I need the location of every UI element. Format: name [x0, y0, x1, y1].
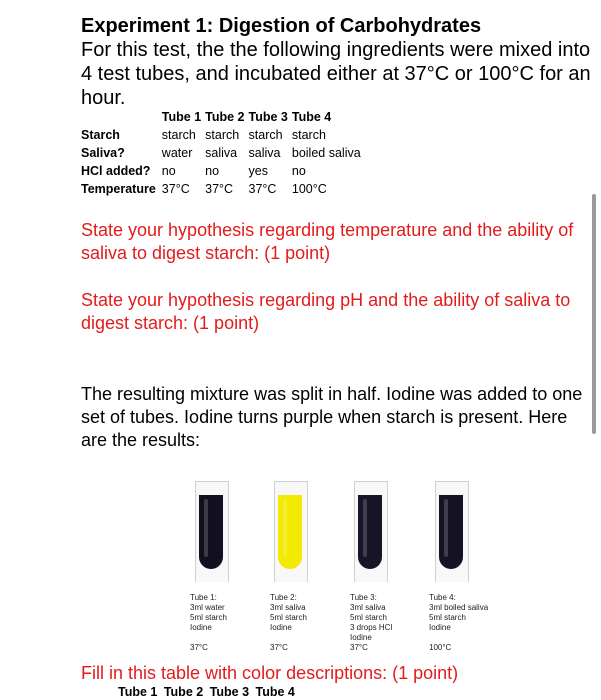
- tube-highlight: [283, 499, 287, 557]
- setup-table-row: [79, 162, 363, 180]
- caption-line: 5ml starch: [190, 613, 227, 622]
- setup-cell: starch: [205, 128, 240, 142]
- caption-line: 3ml saliva: [350, 603, 386, 612]
- caption-line: Iodine: [429, 623, 451, 632]
- setup-cell: starch: [291, 128, 326, 142]
- setup-table-row: [79, 144, 363, 162]
- tube-1-caption: [190, 593, 227, 633]
- setup-table-header-row: [79, 108, 363, 126]
- test-tube-4-image: [427, 479, 475, 589]
- fill-table-header-row: [118, 685, 298, 699]
- setup-row-label: Temperature: [81, 182, 156, 196]
- setup-cell: saliva: [205, 146, 238, 160]
- tube-highlight: [444, 499, 448, 557]
- test-tube-1-image: [187, 479, 235, 589]
- setup-cell: 100°C: [291, 182, 327, 196]
- results-paragraph: The resulting mixture was split in half. Iodine was added to one set of tubes. Iodine turns purple when starch is present. Here are the results:: [81, 384, 583, 450]
- setup-cell: 37°C: [205, 182, 234, 196]
- setup-cell: no: [291, 164, 306, 178]
- caption-line: Iodine: [270, 623, 292, 632]
- tube-liquid: [358, 495, 382, 569]
- fill-table-header: Tube 4: [255, 685, 295, 699]
- caption-line: Iodine: [190, 623, 212, 632]
- scrollbar-thumb[interactable]: [592, 194, 596, 434]
- setup-cell: yes: [248, 164, 268, 178]
- intro-paragraph: For this test, the the following ingredients were mixed into 4 test tubes, and incubated either at 37°C or 100°C for an hour.: [81, 39, 591, 109]
- setup-table-header: Tube 2: [205, 110, 245, 124]
- tube-2-caption: [270, 593, 307, 633]
- caption-line: 3ml saliva: [270, 603, 306, 612]
- caption-line: 5ml starch: [350, 613, 387, 622]
- caption-line: 5ml starch: [429, 613, 466, 622]
- test-tube-3-image: [346, 479, 394, 589]
- tube-4-caption: [429, 593, 488, 633]
- tube-liquid: [199, 495, 223, 569]
- tube-liquid: [439, 495, 463, 569]
- setup-row-label: Starch: [81, 128, 120, 142]
- setup-table: [79, 108, 363, 198]
- setup-table-row: [79, 126, 363, 144]
- fill-table-header: Tube 2: [163, 685, 204, 699]
- tube-highlight: [363, 499, 367, 557]
- setup-cell: water: [161, 146, 193, 160]
- setup-cell: no: [205, 164, 220, 178]
- experiment-title: Experiment 1: Digestion of Carbohydrates: [81, 15, 482, 37]
- tube-4-temperature: 100°C: [429, 643, 452, 652]
- tube-1-temperature: 37°C: [190, 643, 208, 652]
- caption-line: 5ml starch: [270, 613, 307, 622]
- caption-line: Tube 2:: [270, 593, 297, 602]
- temperature-hypothesis-prompt: State your hypothesis regarding temperature and the ability of saliva to digest starch: (1 point): [81, 220, 574, 263]
- setup-table-header: Tube 4: [291, 110, 332, 124]
- fill-table-header: Tube 3: [209, 685, 250, 699]
- tube-2-temperature: 37°C: [270, 643, 288, 652]
- setup-table-corner: [79, 108, 160, 126]
- caption-line: Tube 1:: [190, 593, 217, 602]
- setup-cell: starch: [161, 128, 196, 142]
- setup-row-label: Saliva?: [81, 146, 125, 160]
- fill-table-header: Tube 1: [118, 685, 158, 699]
- setup-cell: boiled saliva: [291, 146, 361, 160]
- tube-highlight: [204, 499, 208, 557]
- caption-line: Iodine: [350, 633, 372, 642]
- caption-line: 3ml boiled saliva: [429, 603, 489, 612]
- setup-table-header: Tube 3: [248, 110, 288, 124]
- ph-hypothesis-prompt: State your hypothesis regarding pH and the ability of saliva to digest starch: (1 point): [81, 290, 571, 333]
- caption-temperature: 37°C: [350, 643, 368, 652]
- caption-line: Tube 4:: [429, 593, 456, 602]
- setup-cell: 37°C: [248, 182, 277, 196]
- setup-row-label: HCl added?: [81, 164, 151, 178]
- test-tube-2-image: [266, 479, 314, 589]
- setup-cell: saliva: [248, 146, 281, 160]
- tube-liquid: [278, 495, 302, 569]
- setup-table-header: Tube 1: [161, 110, 202, 124]
- caption-line: 3 drops HCl: [350, 623, 393, 632]
- fill-table-instruction: Fill in this table with color descriptions: (1 point): [81, 663, 459, 683]
- setup-table-row: [79, 180, 363, 198]
- setup-cell: starch: [248, 128, 283, 142]
- setup-cell: no: [161, 164, 176, 178]
- caption-line: Tube 3:: [350, 593, 377, 602]
- caption-line: 3ml water: [190, 603, 225, 612]
- tube-3-caption: [350, 593, 392, 653]
- setup-cell: 37°C: [161, 182, 190, 196]
